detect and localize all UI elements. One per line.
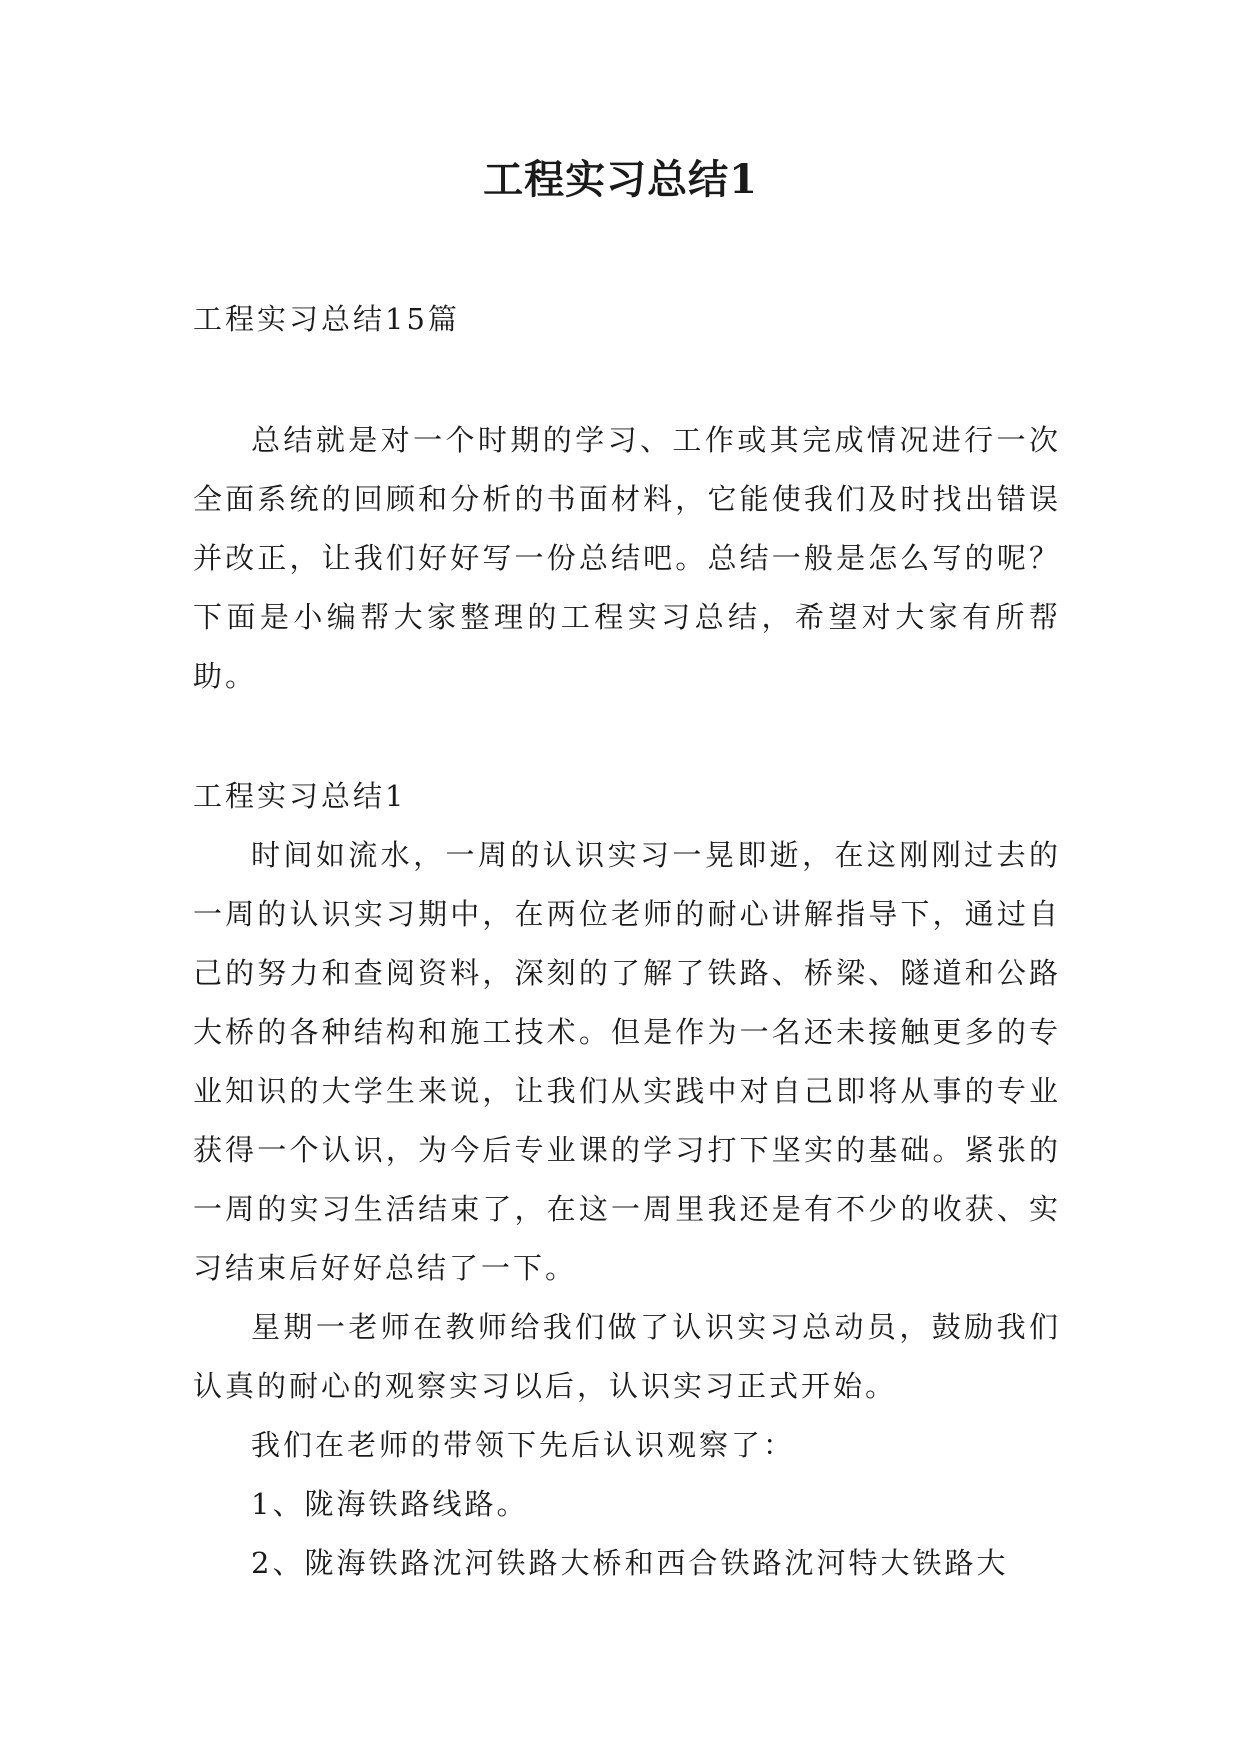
section-heading: 工程实习总结1 <box>193 779 407 813</box>
body-paragraph: 我们在老师的带领下先后认识观察了： <box>251 1428 796 1462</box>
intro-paragraph: 总结就是对一个时期的学习、工作或其完成情况进行一次全面系统的回顾和分析的书面材料，它能使我们及时找出错误并改正，让我们好好写一份总结吧。总结一般是怎么写的呢？下面是小编帮大家整理的工程实习总结，希望对大家有所帮助。 <box>193 423 1061 693</box>
body-paragraph: 星期一老师在教师给我们做了认识实习总动员，鼓励我们认真的耐心的观察实习以后，认识实习正式开始。 <box>193 1310 1061 1403</box>
list-item: 2、陇海铁路沈河铁路大桥和西合铁路沈河特大铁路大 <box>251 1546 1009 1580</box>
body-paragraph: 时间如流水，一周的认识实习一晃即逝，在这刚刚过去的一周的认识实习期中，在两位老师的耐心讲解指导下，通过自己的努力和查阅资料，深刻的了解了铁路、桥梁、隧道和公路大桥的各种结构和施工技术。但是作为一名还未接触更多的专业知识的大学生来说，让我们从实践中对自己即将从事的专业获得一个认识，为今后专业课的学习打下坚实的基础。紧张的一周的实习生活结束了，在这一周里我还是有不少的收获、实习结束后好好总结了一下。 <box>193 838 1061 1285</box>
list-item: 1、陇海铁路线路。 <box>251 1487 529 1521</box>
document-body <box>193 290 1061 1593</box>
document-subtitle: 工程实习总结15篇 <box>193 302 460 336</box>
document-title: 工程实习总结1 <box>483 156 758 203</box>
